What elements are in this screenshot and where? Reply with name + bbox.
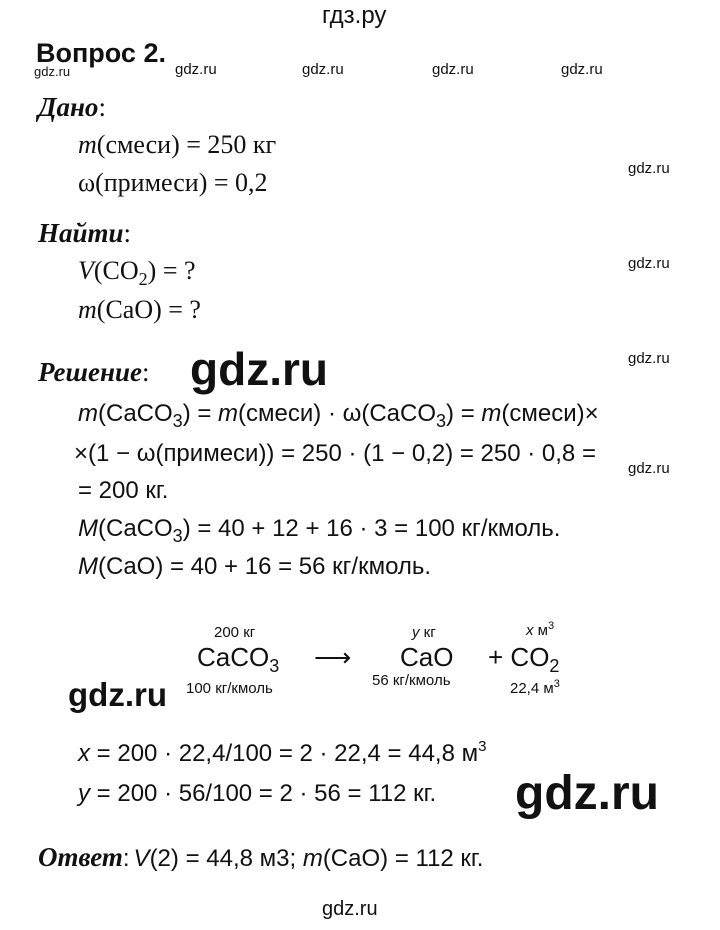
solution-line-2: ×(1 − ω(примеси)) = 250 · (1 − 0,2) = 250 · 0,8 = bbox=[74, 440, 596, 467]
given-mass-mixture: m(смеси) = 250 кг bbox=[78, 130, 277, 159]
product1-mass-above: y кг bbox=[412, 624, 436, 641]
watermark-small: gdz.ru bbox=[628, 460, 670, 477]
reactant-mass-above: 200 кг bbox=[214, 624, 256, 641]
watermark-small: gdz.ru bbox=[175, 61, 217, 78]
watermark-small: gdz.ru bbox=[628, 160, 670, 177]
product1-formula: CaO bbox=[400, 642, 454, 672]
find-mass-cao: m(CaO) = ? bbox=[78, 295, 201, 324]
product2-volume-above: x $м^3$ bbox=[526, 620, 555, 639]
watermark-footer: gdz.ru bbox=[322, 898, 378, 920]
question-title: Вопрос 2. bbox=[36, 38, 166, 68]
watermark-small: gdz.ru bbox=[302, 61, 344, 78]
solution-label: Решение: bbox=[38, 357, 150, 387]
product1-molar-below: 56 кг/кмоль bbox=[372, 672, 451, 689]
watermark-small: gdz.ru bbox=[628, 255, 670, 272]
calc-x: x = 200 · 22,4/100 = 2 · 22,4 = 44,8 $м^3$ bbox=[78, 738, 487, 767]
watermark-small: gdz.ru bbox=[561, 61, 603, 78]
molar-mass-cao: M(CaO) = 40 + 16 = 56 кг/кмоль. bbox=[78, 553, 432, 580]
find-volume-co2: $V(CO_2)$ = ? bbox=[78, 256, 196, 289]
calc-y: y = 200 · 56/100 = 2 · 56 = 112 кг. bbox=[78, 780, 437, 807]
answer-label: Ответ bbox=[38, 842, 123, 872]
watermark-big: gdz.ru bbox=[190, 343, 328, 395]
product2-molar-volume-below: 22,4 $м^3$ bbox=[510, 678, 560, 697]
watermark-small: gdz.ru bbox=[432, 61, 474, 78]
watermark-big: gdz.ru bbox=[515, 767, 659, 820]
given-label: Дано: bbox=[38, 92, 106, 122]
reactant-formula: CaCO$_3$ bbox=[197, 642, 280, 676]
reactant-molar-below: 100 кг/кмоль bbox=[186, 680, 273, 697]
find-label: Найти: bbox=[38, 218, 132, 248]
molar-mass-caco3: M(CaCO$_3$) = 40 + 12 + 16 · 3 = 100 кг/кмоль. bbox=[78, 515, 561, 546]
site-header: гдз.ру bbox=[322, 2, 387, 29]
given-impurity: ω(примеси) = 0,2 bbox=[78, 168, 268, 197]
watermark-small: gdz.ru bbox=[628, 350, 670, 367]
answer-line: Ответ: V(2) = 44,8 м3; m(CaO) = 112 кг. bbox=[38, 842, 484, 872]
solution-line-1: m(CaCO$_3$) = m(смеси) · ω(CaCO$_3$) = m(смеси)× bbox=[78, 400, 599, 431]
reaction-arrow: ⟶ bbox=[314, 642, 352, 672]
solution-line-3: = 200 кг. bbox=[78, 477, 169, 504]
product2-formula: + $CO_2$ bbox=[488, 642, 560, 676]
watermark-small: gdz.ru bbox=[34, 64, 71, 79]
watermark-big: gdz.ru bbox=[68, 676, 167, 713]
